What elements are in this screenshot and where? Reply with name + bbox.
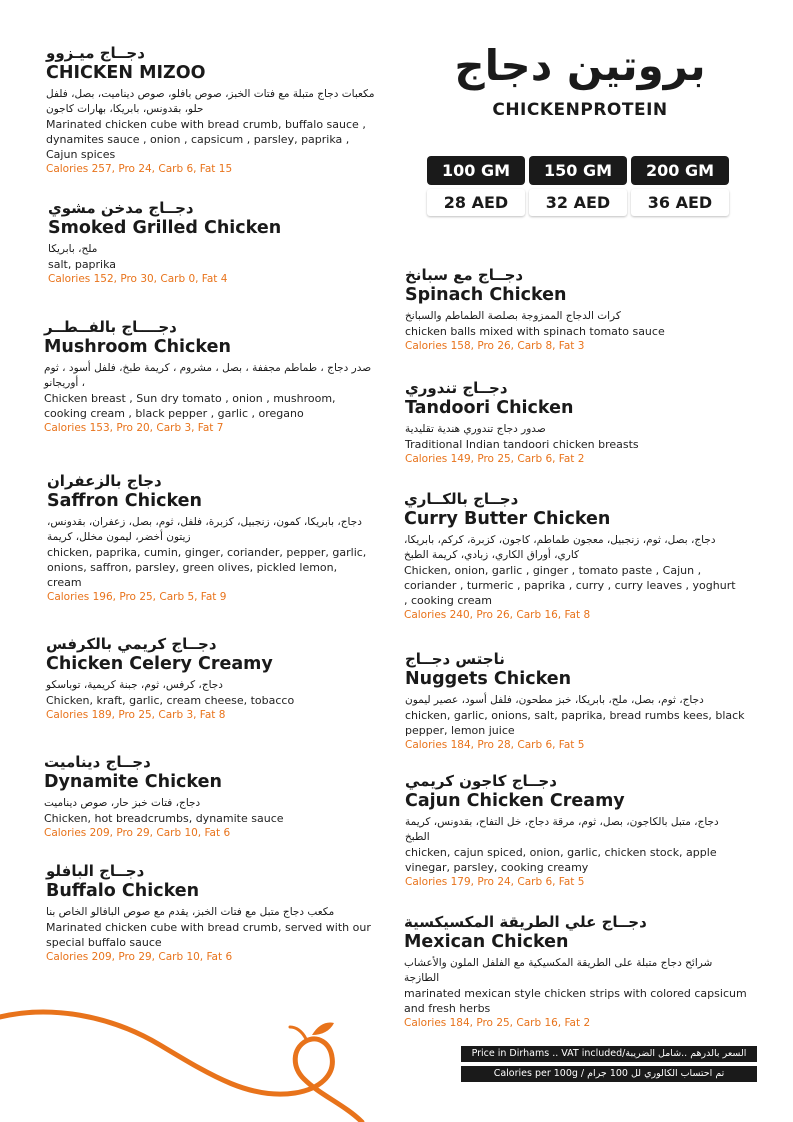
item-name: Mexican Chicken (404, 932, 569, 952)
item-name: Nuggets Chicken (405, 669, 572, 689)
item-calories: Calories 149, Pro 25, Carb 6, Fat 2 (405, 453, 585, 465)
item-calories: Calories 184, Pro 25, Carb 16, Fat 2 (404, 1017, 591, 1029)
menu-item-saffron-chicken (47, 472, 367, 605)
item-name-arabic: دجــاج كريمي بالكرفس (46, 635, 217, 653)
item-name-arabic: دجــاج مع سبانخ (405, 266, 524, 284)
menu-item-cajun-chicken-creamy (405, 772, 740, 890)
price-100gm: 28 AED (427, 189, 525, 216)
stem-icon (290, 1027, 306, 1039)
item-description-arabic: دجاج، ثوم، بصل، ملح، بابريكا، خبز مطحون، فلفل أسود، عصير ليمون (405, 694, 704, 706)
item-description: marinated mexican style chicken strips with colored capsicum and fresh herbs (404, 987, 747, 1015)
item-name: Smoked Grilled Chicken (48, 218, 282, 238)
item-name: CHICKEN MIZOO (46, 63, 206, 83)
item-calories: Calories 179, Pro 24, Carb 6, Fat 5 (405, 876, 585, 888)
menu-item-curry-butter-chicken (404, 490, 739, 623)
item-name-arabic: دجــــاج بالفــطــر (44, 318, 177, 336)
item-calories: Calories 240, Pro 26, Carb 16, Fat 8 (404, 609, 591, 621)
item-calories: Calories 153, Pro 20, Carb 3, Fat 7 (44, 422, 224, 434)
orange-swirl-icon (0, 1005, 380, 1122)
item-description-arabic: صدر دجاج ، طماطم مجففة ، بصل ، مشروم ، كريمة طبخ، فلفل أسود ، ثوم ، أوريجانو (44, 362, 372, 389)
item-name-arabic: دجــاج تندوري (405, 379, 508, 397)
item-description-arabic: دجاج، بابريكا، كمون، زنجبيل، كزبرة، فلفل، ثوم، بصل، زعفران، بقدونس، زيتون أخضر، ليمون مخلل، كريمة (47, 516, 362, 543)
item-description-arabic: صدور دجاج تندوري هندية تقليدية (405, 423, 546, 435)
item-name-arabic: ناجتس دجــاج (405, 650, 505, 668)
item-calories: Calories 184, Pro 28, Carb 6, Fat 5 (405, 739, 585, 751)
item-description: Chicken, onion, garlic , ginger , tomato paste , Cajun , coriander , turmeric , paprika , curry , curry leaves , yoghurt , cooking cream (404, 564, 736, 607)
menu-item-chicken-celery-creamy (46, 635, 376, 723)
price-150gm: 32 AED (529, 189, 627, 216)
item-calories: Calories 152, Pro 30, Carb 0, Fat 4 (48, 273, 228, 285)
menu-item-mexican-chicken (404, 913, 749, 1031)
item-name: Chicken Celery Creamy (46, 654, 273, 674)
item-description: Marinated chicken cube with bread crumb, buffalo sauce , dynamites sauce , onion , capsicum , parsley, paprika , Cajun spices (46, 118, 366, 161)
item-name-arabic: دجــاج البافلو (46, 862, 145, 880)
size-150gm: 150 GM (529, 156, 627, 185)
item-description-arabic: دجاج، متبل بالكاجون، بصل، ثوم، مرقة دجاج، خل التفاح، بقدونس، كريمة الطبخ (405, 816, 719, 843)
menu-item-chicken-mizoo (46, 44, 376, 177)
item-name: Mushroom Chicken (44, 337, 231, 357)
size-100gm: 100 GM (427, 156, 525, 185)
item-name-arabic: دجــاج ديناميت (44, 753, 151, 771)
item-description: Chicken, kraft, garlic, cream cheese, tobacco (46, 694, 295, 707)
price-table (427, 156, 730, 216)
item-name-arabic: دجاج بالزعفران (47, 472, 162, 490)
item-name-arabic: دجــاج بالكــاري (404, 490, 519, 508)
calorie-note: Calories per 100g / تم احتساب الكالوري لل 100 جرام (461, 1066, 757, 1082)
item-name: Cajun Chicken Creamy (405, 791, 625, 811)
menu-item-smoked-grilled-chicken (48, 199, 378, 287)
page-title-arabic: بروتين دجاج (454, 41, 706, 90)
item-name-arabic: دجــاج علي الطريقة المكسيكسية (404, 913, 647, 931)
menu-item-mushroom-chicken (44, 318, 374, 436)
item-name: Curry Butter Chicken (404, 509, 611, 529)
menu-item-dynamite-chicken (44, 753, 374, 841)
item-description: salt, paprika (48, 258, 117, 271)
item-description-arabic: دجاج، كرفس، ثوم، جبنة كريمية، توباسكو (46, 679, 223, 691)
item-calories: Calories 209, Pro 29, Carb 10, Fat 6 (44, 827, 231, 839)
item-name-arabic: دجــاج ميـزوو (46, 44, 145, 62)
item-calories: Calories 158, Pro 26, Carb 8, Fat 3 (405, 340, 585, 352)
item-name: Buffalo Chicken (46, 881, 200, 901)
price-200gm: 36 AED (631, 189, 729, 216)
item-description-arabic: مكعب دجاج متبل مع فتات الخبز، يقدم مع صوص البافالو الخاص بنا (46, 906, 335, 918)
item-description: Marinated chicken cube with bread crumb, served with our special buffalo sauce (46, 921, 371, 949)
item-description: chicken balls mixed with spinach tomato sauce (405, 325, 665, 338)
item-name: Spinach Chicken (405, 285, 567, 305)
item-calories: Calories 209, Pro 29, Carb 10, Fat 6 (46, 951, 233, 963)
item-description: chicken, paprika, cumin, ginger, coriander, pepper, garlic, onions, saffron, parsley, green olives, pickled lemon, cream (47, 546, 367, 589)
item-description: Traditional Indian tandoori chicken breasts (405, 438, 639, 451)
menu-item-nuggets-chicken (405, 650, 750, 753)
size-200gm: 200 GM (631, 156, 729, 185)
item-calories: Calories 257, Pro 24, Carb 6, Fat 15 (46, 163, 233, 175)
item-name-arabic: دجــاج مدخن مشوي (48, 199, 194, 217)
price-note: Price in Dirhams .. VAT included/السعر بالدرهم ..شامل الضريبة (461, 1046, 757, 1062)
item-description-arabic: دجاج، بصل، ثوم، زنجبيل، معجون طماطم، كاجون، كزبرة، كركم، بابريكا، كاري، أوراق الكاري، زبادي، كريمة الطبخ (404, 534, 716, 561)
item-calories: Calories 189, Pro 25, Carb 3, Fat 8 (46, 709, 226, 721)
menu-item-buffalo-chicken (46, 862, 371, 965)
item-name: Saffron Chicken (47, 491, 202, 511)
item-description-arabic: كرات الدجاج الممزوجة بصلصة الطماطم والسبانخ (405, 310, 621, 322)
leaf-icon (312, 1023, 334, 1036)
item-calories: Calories 196, Pro 25, Carb 5, Fat 9 (47, 591, 227, 603)
menu-item-tandoori-chicken (405, 379, 740, 467)
item-description-arabic: مكعبات دجاج متبلة مع فتات الخبز، صوص بافلو، صوص ديناميت، بصل، فلفل حلو، بقدونس، بابريكا، بهارات كاجون (46, 88, 375, 115)
item-name: Tandoori Chicken (405, 398, 574, 418)
item-description: chicken, garlic, onions, salt, paprika, bread rumbs kees, black pepper, lemon juice (405, 709, 745, 737)
item-description-arabic: ملح، بابريكا (48, 243, 98, 255)
item-description: Chicken breast , Sun dry tomato , onion , mushroom, cooking cream , black pepper , garlic , oregano (44, 392, 336, 420)
swirl-line (0, 1012, 362, 1122)
item-name: Dynamite Chicken (44, 772, 222, 792)
page-title: CHICKENPROTEIN (492, 100, 668, 120)
item-description-arabic: دجاج، فتات خبز حار، صوص ديناميت (44, 797, 201, 809)
item-name-arabic: دجــاج كاجون كريمي (405, 772, 557, 790)
menu-item-spinach-chicken (405, 266, 740, 354)
item-description: chicken, cajun spiced, onion, garlic, chicken stock, apple vinegar, parsley, cooking creamy (405, 846, 717, 874)
item-description-arabic: شرائح دجاج متبلة على الطريقة المكسيكية مع الفلفل الملون والأعشاب الطازجة (404, 957, 713, 984)
item-description: Chicken, hot breadcrumbs, dynamite sauce (44, 812, 284, 825)
